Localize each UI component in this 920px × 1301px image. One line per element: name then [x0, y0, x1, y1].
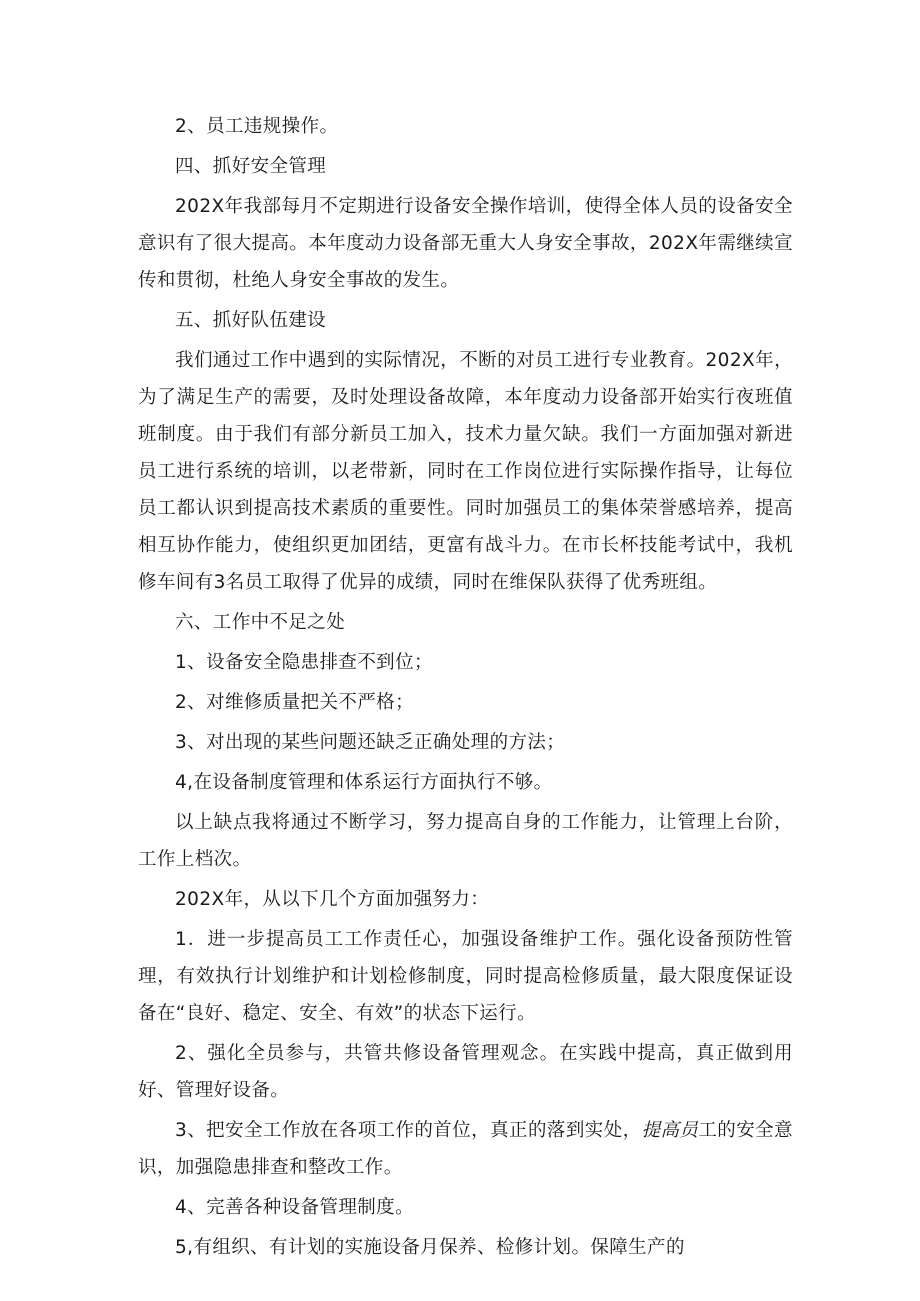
- list-item-plan-5: 5,有组织、有计划的实施设备月保养、检修计划。保障生产的: [175, 1237, 685, 1258]
- plan-3-text-end: 工的安全意识，加强隐患排查和整改工作。: [138, 1120, 793, 1178]
- list-item-shortcoming-4: 4,在设备制度管理和体系运行方面执行不够。: [175, 772, 553, 793]
- list-item-violation: 2、员工违规操作。: [175, 116, 339, 137]
- paragraph-improvement-pledge: 以上缺点我将通过不断学习，努力提高自身的工作能力，让管理上台阶，工作上档次。: [138, 812, 793, 870]
- paragraph-safety-training: 202X年我部每月不定期进行设备安全操作培训，使得全体人员的设备安全意识有了很大提高。本年度动力设备部无重大人身安全事故，202X年需继续宣传和贯彻，杜绝人身安全事故的发生。: [138, 196, 793, 291]
- paragraph-plan-intro: 202X年，从以下几个方面加强努力：: [175, 889, 490, 910]
- plan-3-text-start: 3、把安全工作放在各项工作的首位，真正的落到实处，: [175, 1120, 642, 1141]
- list-item-shortcoming-1: 1、设备安全隐患排查不到位；: [175, 652, 433, 673]
- list-item-shortcoming-3: 3、对出现的某些问题还缺乏正确处理的方法；: [175, 732, 566, 753]
- list-item-plan-4: 4、完善各种设备管理制度。: [175, 1197, 414, 1218]
- list-item-plan-1: 1．进一步提高员工工作责任心，加强设备维护工作。强化设备预防性管理，有效执行计划维护和计划检修制度，同时提高检修质量，最大限度保证设备在“良好、稳定、安全、有效”的状态下运行。: [138, 929, 793, 1024]
- document-body: [138, 108, 793, 1266]
- section-heading-safety: 四、抓好安全管理: [175, 156, 327, 177]
- section-heading-shortcomings: 六、工作中不足之处: [175, 612, 346, 633]
- list-item-plan-2: 2、强化全员参与，共管共修设备管理观念。在实践中提高，真正做到用好、管理好设备。: [138, 1043, 793, 1101]
- paragraph-team-building: 我们通过工作中遇到的实际情况，不断的对员工进行专业教育。202X年，为了满足生产的需要，及时处理设备故障，本年度动力设备部开始实行夜班值班制度。由于我们有部分新员工加入，技术力量欠缺。我们一方面加强对新进员工进行系统的培训，以老带新，同时在工作岗位进行实际操作指导，让每位员工都认识到提高技术素质的重要性。同时加强员工的集体荣誉感培养，提高相互协作能力，使组织更加团结，更富有战斗力。在市长杯技能考试中，我机修车间有3名员工取得了优异的成绩，同时在维保队获得了优秀班组。: [138, 350, 793, 593]
- list-item-plan-3: [138, 1112, 793, 1186]
- section-heading-team: 五、抓好队伍建设: [175, 310, 327, 331]
- plan-3-text-italic: 提高员: [641, 1120, 699, 1141]
- list-item-shortcoming-2: 2、对维修质量把关不严格；: [175, 692, 414, 713]
